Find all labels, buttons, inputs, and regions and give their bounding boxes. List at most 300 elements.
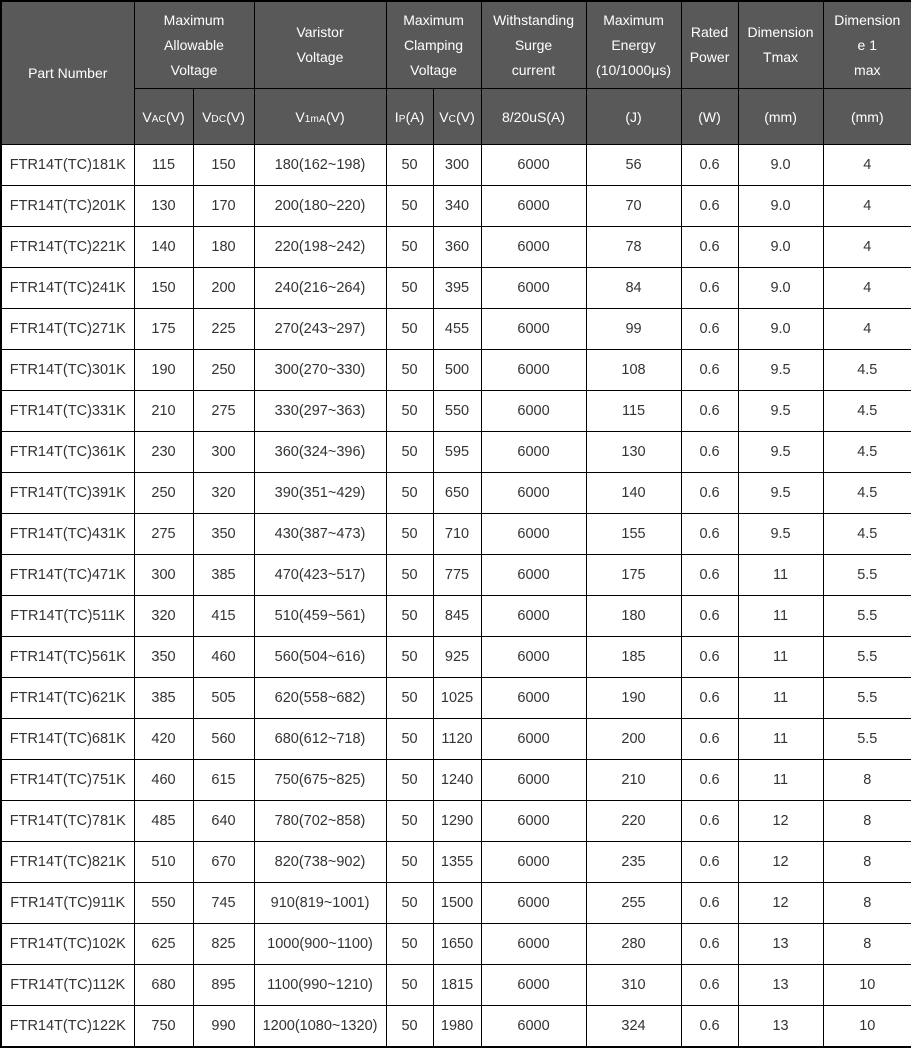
value-cell: 625 [134,924,193,965]
value-cell: 0.6 [681,1006,738,1048]
part-number-cell: FTR14T(TC)271K [1,309,134,350]
value-cell: 6000 [481,801,586,842]
header-maximum-allowable-voltage [134,1,254,89]
value-cell: 0.6 [681,227,738,268]
value-cell: 1980 [433,1006,481,1048]
header-dimension-e1-max [823,1,911,89]
value-cell: 0.6 [681,391,738,432]
value-cell: 0.6 [681,145,738,186]
value-cell: 0.6 [681,309,738,350]
subscript-ip: P [398,113,406,125]
value-cell: 9.5 [738,514,823,555]
value-cell: 130 [134,186,193,227]
part-number-cell: FTR14T(TC)751K [1,760,134,801]
header-row-2 [1,89,911,145]
value-cell: 300 [134,555,193,596]
value-cell: 8 [823,883,911,924]
value-cell: 50 [386,760,433,801]
value-cell: 780(702~858) [254,801,386,842]
value-cell: 1120 [433,719,481,760]
value-cell: 8 [823,842,911,883]
value-cell: 990 [193,1006,254,1048]
header-line: Maximum [403,11,464,28]
part-number-cell: FTR14T(TC)201K [1,186,134,227]
part-number-cell: FTR14T(TC)911K [1,883,134,924]
value-cell: 9.5 [738,391,823,432]
value-cell: 56 [586,145,681,186]
value-cell: 350 [134,637,193,678]
value-cell: 50 [386,596,433,637]
subheader-e1-mm: (mm) [823,89,911,145]
value-cell: 50 [386,801,433,842]
value-cell: 0.6 [681,555,738,596]
part-number-cell: FTR14T(TC)181K [1,145,134,186]
header-line: Maximum [603,11,664,28]
table-row [1,678,911,719]
value-cell: 70 [586,186,681,227]
value-cell: 10 [823,965,911,1006]
value-cell: 1355 [433,842,481,883]
table-row [1,719,911,760]
value-cell: 50 [386,268,433,309]
value-cell: 1000(900~1100) [254,924,386,965]
header-line: Rated [690,24,729,40]
value-cell: 6000 [481,555,586,596]
value-cell: 6000 [481,186,586,227]
value-cell: 4.5 [823,514,911,555]
value-cell: 6000 [481,309,586,350]
value-cell: 220 [586,801,681,842]
value-cell: 390(351~429) [254,473,386,514]
value-cell: 8 [823,924,911,965]
value-cell: 1025 [433,678,481,719]
table-body [1,145,911,1048]
value-cell: 340 [433,186,481,227]
value-cell: 6000 [481,432,586,473]
table-row [1,842,911,883]
value-cell: 460 [134,760,193,801]
value-cell: 430(387~473) [254,514,386,555]
value-cell: 845 [433,596,481,637]
value-cell: 78 [586,227,681,268]
value-cell: 9.0 [738,268,823,309]
value-cell: 150 [134,268,193,309]
value-cell: 180 [193,227,254,268]
value-cell: 108 [586,350,681,391]
value-cell: 0.6 [681,186,738,227]
value-cell: 99 [586,309,681,350]
value-cell: 6000 [481,924,586,965]
header-line: max [854,61,881,78]
part-number-cell: FTR14T(TC)391K [1,473,134,514]
value-cell: 50 [386,145,433,186]
subheader-vc: VC(V) [433,89,481,145]
header-row-1 [1,1,911,89]
value-cell: 12 [738,842,823,883]
value-cell: 395 [433,268,481,309]
header-line: Clamping [403,36,464,53]
value-cell: 324 [586,1006,681,1048]
header-line: Energy [611,36,656,53]
value-cell: 50 [386,227,433,268]
table-row [1,350,911,391]
value-cell: 0.6 [681,842,738,883]
value-cell: 4 [823,145,911,186]
subscript-vc: C [448,113,457,125]
value-cell: 350 [193,514,254,555]
value-cell: 775 [433,555,481,596]
value-cell: 225 [193,309,254,350]
value-cell: 0.6 [681,760,738,801]
table-row [1,637,911,678]
value-cell: 0.6 [681,883,738,924]
part-number-cell: FTR14T(TC)621K [1,678,134,719]
value-cell: 180(162~198) [254,145,386,186]
value-cell: 9.0 [738,227,823,268]
subheader-vac: VAC(V) [134,89,193,145]
value-cell: 50 [386,432,433,473]
value-cell: 510(459~561) [254,596,386,637]
value-cell: 640 [193,801,254,842]
value-cell: 9.5 [738,473,823,514]
value-cell: 1650 [433,924,481,965]
subheader-vdc: VDC(V) [193,89,254,145]
value-cell: 420 [134,719,193,760]
value-cell: 320 [193,473,254,514]
header-line: Varistor [296,24,344,40]
value-cell: 6000 [481,637,586,678]
value-cell: 925 [433,637,481,678]
header-rated-power [681,1,738,89]
header-varistor-voltage [254,1,386,89]
header-line: Surge [514,36,553,53]
subheader-ip: IP(A) [386,89,433,145]
value-cell: 50 [386,391,433,432]
value-cell: 140 [134,227,193,268]
value-cell: 415 [193,596,254,637]
value-cell: 470(423~517) [254,555,386,596]
value-cell: 320 [134,596,193,637]
value-cell: 6000 [481,350,586,391]
value-cell: 6000 [481,678,586,719]
value-cell: 275 [193,391,254,432]
value-cell: 0.6 [681,432,738,473]
value-cell: 50 [386,555,433,596]
value-cell: 710 [433,514,481,555]
table-row [1,309,911,350]
value-cell: 50 [386,883,433,924]
value-cell: 5.5 [823,637,911,678]
value-cell: 6000 [481,473,586,514]
value-cell: 11 [738,760,823,801]
table-row [1,145,911,186]
value-cell: 385 [193,555,254,596]
value-cell: 50 [386,473,433,514]
value-cell: 510 [134,842,193,883]
value-cell: 13 [738,965,823,1006]
table-row [1,801,911,842]
value-cell: 8 [823,801,911,842]
header-dimension-tmax [738,1,823,89]
value-cell: 6000 [481,719,586,760]
value-cell: 9.0 [738,309,823,350]
part-number-cell: FTR14T(TC)112K [1,965,134,1006]
value-cell: 680 [134,965,193,1006]
value-cell: 1815 [433,965,481,1006]
value-cell: 0.6 [681,596,738,637]
value-cell: 6000 [481,965,586,1006]
value-cell: 1200(1080~1320) [254,1006,386,1048]
table-row [1,514,911,555]
value-cell: 1290 [433,801,481,842]
table-row [1,555,911,596]
value-cell: 50 [386,842,433,883]
value-cell: 6000 [481,883,586,924]
value-cell: 230 [134,432,193,473]
value-cell: 270(243~297) [254,309,386,350]
subheader-v1ma: V1mA(V) [254,89,386,145]
value-cell: 680(612~718) [254,719,386,760]
header-line: Allowable [164,36,224,53]
value-cell: 455 [433,309,481,350]
value-cell: 745 [193,883,254,924]
value-cell: 615 [193,760,254,801]
value-cell: 5.5 [823,555,911,596]
value-cell: 210 [134,391,193,432]
header-line: Dimension [747,24,814,40]
value-cell: 6000 [481,268,586,309]
table-row [1,268,911,309]
value-cell: 0.6 [681,719,738,760]
value-cell: 4 [823,309,911,350]
header-line: current [511,61,556,78]
value-cell: 50 [386,514,433,555]
value-cell: 50 [386,678,433,719]
value-cell: 6000 [481,596,586,637]
value-cell: 50 [386,350,433,391]
value-cell: 50 [386,924,433,965]
value-cell: 11 [738,637,823,678]
value-cell: 130 [586,432,681,473]
value-cell: 910(819~1001) [254,883,386,924]
value-cell: 4.5 [823,391,911,432]
value-cell: 170 [193,186,254,227]
table-row [1,760,911,801]
value-cell: 6000 [481,1006,586,1048]
part-number-cell: FTR14T(TC)361K [1,432,134,473]
value-cell: 550 [134,883,193,924]
value-cell: 200(180~220) [254,186,386,227]
value-cell: 0.6 [681,637,738,678]
value-cell: 50 [386,965,433,1006]
part-number-cell: FTR14T(TC)102K [1,924,134,965]
value-cell: 150 [193,145,254,186]
value-cell: 250 [193,350,254,391]
part-number-cell: FTR14T(TC)301K [1,350,134,391]
value-cell: 140 [586,473,681,514]
value-cell: 50 [386,1006,433,1048]
header-line: Maximum [163,11,225,28]
header-maximum-clamping-voltage [386,1,481,89]
value-cell: 550 [433,391,481,432]
value-cell: 175 [134,309,193,350]
value-cell: 4.5 [823,432,911,473]
table-row [1,883,911,924]
value-cell: 895 [193,965,254,1006]
value-cell: 300(270~330) [254,350,386,391]
value-cell: 6000 [481,145,586,186]
value-cell: 84 [586,268,681,309]
value-cell: 485 [134,801,193,842]
part-number-cell: FTR14T(TC)681K [1,719,134,760]
value-cell: 210 [586,760,681,801]
value-cell: 330(297~363) [254,391,386,432]
value-cell: 155 [586,514,681,555]
value-cell: 235 [586,842,681,883]
header-maximum-energy [586,1,681,89]
value-cell: 12 [738,801,823,842]
value-cell: 385 [134,678,193,719]
part-number-cell: FTR14T(TC)431K [1,514,134,555]
value-cell: 360 [433,227,481,268]
value-cell: 0.6 [681,801,738,842]
value-cell: 1100(990~1210) [254,965,386,1006]
value-cell: 4.5 [823,350,911,391]
value-cell: 460 [193,637,254,678]
value-cell: 180 [586,596,681,637]
header-line: Voltage [170,61,218,78]
value-cell: 9.0 [738,145,823,186]
value-cell: 200 [193,268,254,309]
value-cell: 0.6 [681,473,738,514]
value-cell: 620(558~682) [254,678,386,719]
part-number-cell: FTR14T(TC)241K [1,268,134,309]
value-cell: 190 [134,350,193,391]
value-cell: 190 [586,678,681,719]
subheader-tmax-mm: (mm) [738,89,823,145]
value-cell: 11 [738,596,823,637]
value-cell: 0.6 [681,350,738,391]
value-cell: 50 [386,186,433,227]
value-cell: 13 [738,1006,823,1048]
value-cell: 13 [738,924,823,965]
value-cell: 360(324~396) [254,432,386,473]
table-row [1,924,911,965]
value-cell: 275 [134,514,193,555]
header-withstanding-surge-current [481,1,586,89]
value-cell: 4.5 [823,473,911,514]
value-cell: 5.5 [823,678,911,719]
subscript-vac: AC [151,113,166,125]
value-cell: 50 [386,637,433,678]
value-cell: 0.6 [681,514,738,555]
value-cell: 115 [586,391,681,432]
value-cell: 595 [433,432,481,473]
header-line: Dimension [834,11,901,28]
part-number-cell: FTR14T(TC)561K [1,637,134,678]
value-cell: 50 [386,719,433,760]
value-cell: 255 [586,883,681,924]
table-row [1,227,911,268]
subheader-surge: 8/20uS(A) [481,89,586,145]
value-cell: 6000 [481,391,586,432]
part-number-cell: FTR14T(TC)821K [1,842,134,883]
value-cell: 50 [386,309,433,350]
value-cell: 9.5 [738,350,823,391]
value-cell: 6000 [481,514,586,555]
table-row [1,432,911,473]
value-cell: 185 [586,637,681,678]
value-cell: 560 [193,719,254,760]
value-cell: 650 [433,473,481,514]
value-cell: 115 [134,145,193,186]
value-cell: 0.6 [681,678,738,719]
value-cell: 6000 [481,760,586,801]
value-cell: 4 [823,186,911,227]
header-line: Tmax [763,49,799,65]
subscript-vdc: DC [211,113,227,125]
value-cell: 250 [134,473,193,514]
table-row [1,1006,911,1048]
value-cell: 300 [433,145,481,186]
value-cell: 11 [738,678,823,719]
value-cell: 820(738~902) [254,842,386,883]
header-line: Part Number [28,64,108,81]
value-cell: 560(504~616) [254,637,386,678]
part-number-cell: FTR14T(TC)221K [1,227,134,268]
value-cell: 1500 [433,883,481,924]
header-part-number [1,1,134,145]
table-row [1,391,911,432]
value-cell: 175 [586,555,681,596]
value-cell: 8 [823,760,911,801]
value-cell: 825 [193,924,254,965]
table-row [1,473,911,514]
value-cell: 750 [134,1006,193,1048]
value-cell: 0.6 [681,924,738,965]
subscript-v1ma: 1mA [304,113,326,125]
table-header [1,1,911,145]
value-cell: 11 [738,555,823,596]
table-row [1,965,911,1006]
part-number-cell: FTR14T(TC)781K [1,801,134,842]
header-line: Power [689,49,730,65]
table-row [1,596,911,637]
value-cell: 1240 [433,760,481,801]
value-cell: 500 [433,350,481,391]
subheader-energy-j: (J) [586,89,681,145]
value-cell: 240(216~264) [254,268,386,309]
value-cell: 4 [823,268,911,309]
value-cell: 5.5 [823,719,911,760]
header-line: Voltage [410,61,457,78]
value-cell: 0.6 [681,965,738,1006]
header-line: e 1 [857,36,878,53]
value-cell: 300 [193,432,254,473]
value-cell: 750(675~825) [254,760,386,801]
part-number-cell: FTR14T(TC)511K [1,596,134,637]
part-number-cell: FTR14T(TC)331K [1,391,134,432]
value-cell: 12 [738,883,823,924]
part-number-cell: FTR14T(TC)122K [1,1006,134,1048]
value-cell: 220(198~242) [254,227,386,268]
value-cell: 5.5 [823,596,911,637]
value-cell: 310 [586,965,681,1006]
value-cell: 0.6 [681,268,738,309]
value-cell: 9.0 [738,186,823,227]
header-line: (10/1000μs) [596,61,672,78]
value-cell: 10 [823,1006,911,1048]
